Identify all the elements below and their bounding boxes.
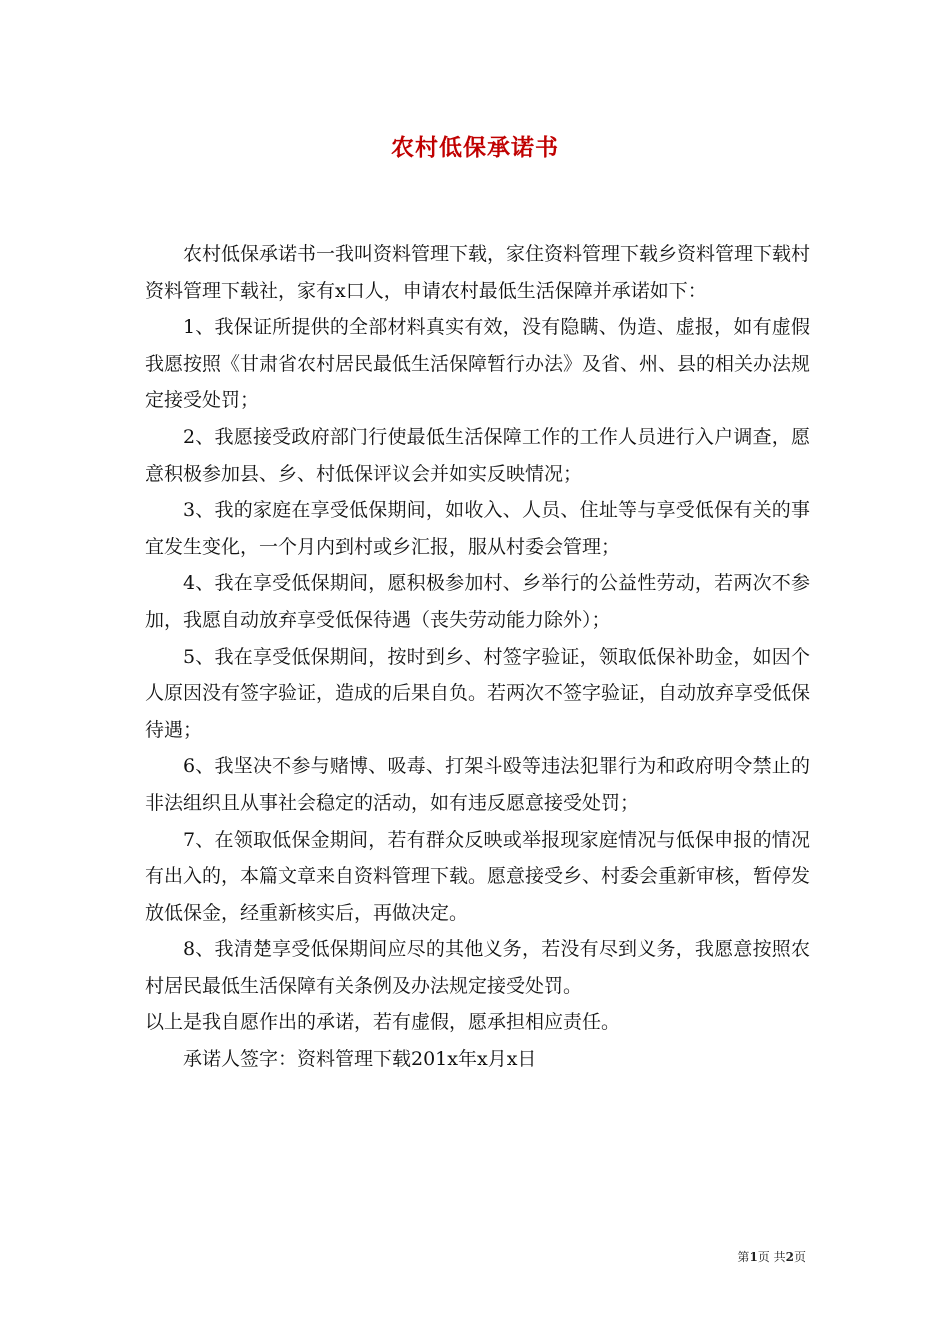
- pledge-item-5: 5、我在享受低保期间，按时到乡、村签字验证，领取低保补助金，如因个人原因没有签字验证，造成的后果自负。若两次不签字验证，自动放弃享受低保待遇；: [145, 645, 811, 741]
- document-title: 农村低保承诺书: [391, 134, 559, 161]
- footer-current-page: 1: [749, 1250, 758, 1264]
- pledge-item-4: 4、我在享受低保期间，愿积极参加村、乡举行的公益性劳动，若两次不参加，我愿自动放弃享受低保待遇（丧失劳动能力除外）；: [145, 572, 810, 631]
- pledge-item-1: 1、我保证所提供的全部材料真实有效，没有隐瞒、伪造、虚报，如有虚假我愿按照《甘肃省农村居民最低生活保障暂行办法》及省、州、县的相关办法规定接受处罚；: [145, 316, 811, 412]
- footer-prefix: 第: [737, 1250, 750, 1264]
- page-number-footer: [0, 1249, 806, 1265]
- document-body: [145, 236, 810, 1078]
- pledge-item-7: 7、在领取低保金期间，若有群众反映或举报现家庭情况与低保申报的情况有出入的，本篇文章来自资料管理下载。愿意接受乡、村委会重新审核，暂停发放低保金，经重新核实后，再做决定。: [145, 828, 811, 924]
- pledge-item-3: 3、我的家庭在享受低保期间，如收入、人员、住址等与享受低保有关的事宜发生变化，一个月内到村或乡汇报，服从村委会管理；: [145, 499, 810, 558]
- closing-statement: 以上是我自愿作出的承诺，若有虚假，愿承担相应责任。: [145, 1011, 621, 1034]
- pledge-item-2: 2、我愿接受政府部门行使最低生活保障工作的工作人员进行入户调查，愿意积极参加县、乡、村低保评议会并如实反映情况；: [145, 425, 810, 485]
- footer-total-pages: 2: [785, 1250, 794, 1264]
- intro-paragraph: 农村低保承诺书一我叫资料管理下载，家住资料管理下载乡资料管理下载村资料管理下载社，家有x口人，申请农村最低生活保障并承诺如下：: [145, 243, 811, 302]
- pledge-item-6: 6、我坚决不参与赌博、吸毒、打架斗殴等违法犯罪行为和政府明令禁止的非法组织且从事社会稳定的活动，如有违反愿意接受处罚；: [145, 755, 810, 814]
- footer-suffix: 页: [793, 1250, 806, 1264]
- signature-line: 承诺人签字：资料管理下载201x年x月x日: [183, 1048, 537, 1071]
- footer-middle: 页 共: [757, 1250, 786, 1264]
- pledge-item-8: 8、我清楚享受低保期间应尽的其他义务，若没有尽到义务，我愿意按照农村居民最低生活保障有关条例及办法规定接受处罚。: [145, 938, 810, 997]
